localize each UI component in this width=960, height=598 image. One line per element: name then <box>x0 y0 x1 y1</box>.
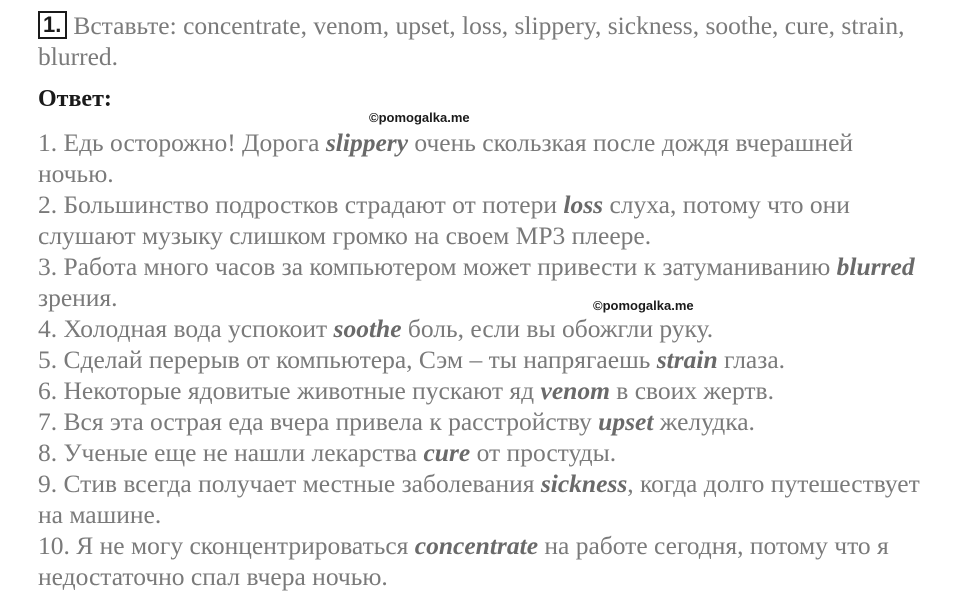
english-word: soothe <box>333 314 402 343</box>
answer-item <box>38 468 923 530</box>
answer-text: 3. Работа много часов за компьютером может привести к затуманиванию <box>38 252 837 281</box>
answer-item <box>38 530 923 592</box>
answer-text: слуха, потому что они слушают музыку слишком громко на своем MP3 плеере. <box>38 190 850 250</box>
answer-text: 5. Сделай перерыв от компьютера, Сэм – ты напрягаешь <box>38 345 657 374</box>
task-statement <box>38 10 918 72</box>
answer-text: 4. Холодная вода успокоит <box>38 314 334 343</box>
english-word: upset <box>598 407 654 436</box>
answer-item <box>38 406 923 437</box>
answer-text: в своих жертв. <box>609 376 774 405</box>
task-number: 1. <box>38 11 67 39</box>
answer-text: 7. Вся эта острая еда вчера привела к расстройству <box>38 407 599 436</box>
answer-text: зрения. <box>38 283 118 312</box>
answer-text: 1. Едь осторожно! Дорога <box>38 128 326 157</box>
answer-text: глаза. <box>717 345 786 374</box>
english-word: venom <box>540 376 610 405</box>
answer-item <box>38 313 923 344</box>
answer-text: желудка. <box>653 407 755 436</box>
english-word: cure <box>423 438 471 467</box>
answer-item <box>38 251 923 313</box>
answer-item <box>38 375 923 406</box>
english-word: loss <box>563 190 604 219</box>
task-text: Вставьте: concentrate, venom, upset, loss, slippery, sickness, soothe, cure, strain, blurred. <box>38 11 905 71</box>
answer-item <box>38 189 923 251</box>
answer-item <box>38 344 923 375</box>
answer-item <box>38 437 923 468</box>
answer-item <box>38 127 923 189</box>
english-word: slippery <box>325 128 409 157</box>
watermark: ©pomogalka.me <box>593 298 694 313</box>
answer-text: 2. Большинство подростков страдают от потери <box>38 190 564 219</box>
answer-text: очень скользкая после дождя вчерашней ночью. <box>38 128 854 188</box>
english-word: blurred <box>836 252 915 281</box>
english-word: concentrate <box>414 531 539 560</box>
watermark: ©pomogalka.me <box>369 110 470 125</box>
answer-text: 10. Я не могу сконцентрироваться <box>38 531 415 560</box>
answer-list <box>38 127 923 592</box>
answer-text: 9. Стив всегда получает местные заболевания <box>38 469 541 498</box>
english-word: strain <box>656 345 718 374</box>
answer-text: , когда долго путешествует на машине. <box>38 469 920 529</box>
answer-text: 6. Некоторые ядовитые животные пускают яд <box>38 376 541 405</box>
english-word: sickness <box>540 469 628 498</box>
answer-text: 8. Ученые еще не нашли лекарства <box>38 438 424 467</box>
answer-text: на работе сегодня, потому что я недостаточно спал вчера ночью. <box>38 531 889 591</box>
answer-heading: Ответ: <box>38 86 112 112</box>
answer-text: боль, если вы обожгли руку. <box>401 314 714 343</box>
answer-text: от простуды. <box>470 438 617 467</box>
